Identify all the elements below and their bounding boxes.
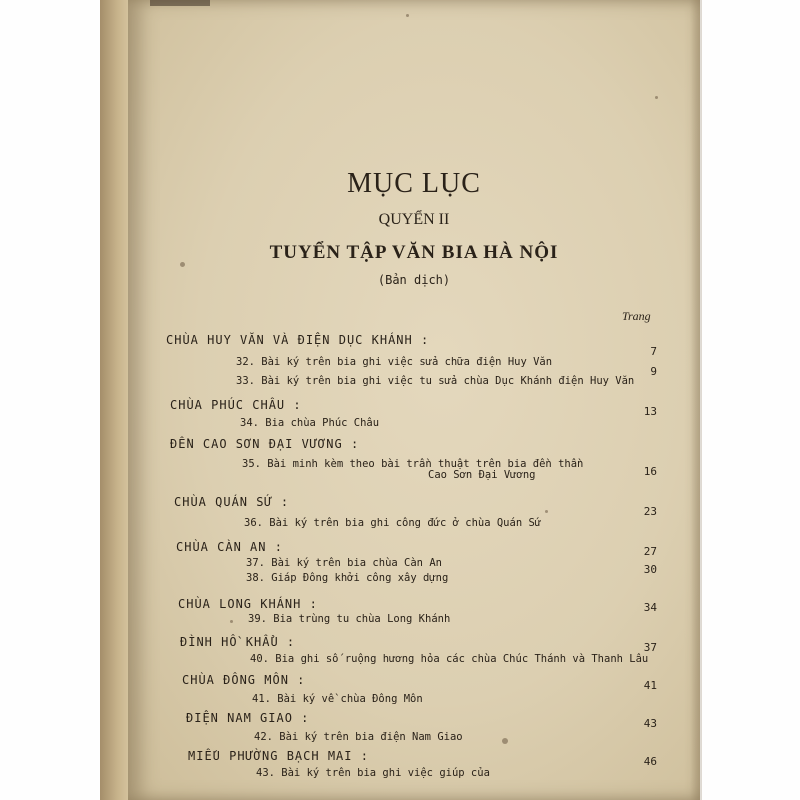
toc-page-number: 41 — [643, 679, 657, 692]
paper-speck — [406, 14, 409, 17]
toc-entry: 33. Bài ký trên bia ghi việc tu sửa chùa Dục Khánh điện Huy Văn — [236, 375, 635, 387]
toc-entry: 42. Bài ký trên bia điện Nam Giao — [254, 731, 463, 743]
section-heading: CHÙA CÀN AN : — [176, 540, 283, 554]
toc-entry: 38. Giáp Đông khởi công xây dựng — [246, 572, 449, 584]
book-spine — [100, 0, 130, 800]
toc-entry: 41. Bài ký về chùa Đông Môn — [252, 693, 423, 705]
toc-page-number: 34 — [643, 601, 657, 614]
toc-page-number: 9 — [650, 365, 657, 378]
toc-entry: 35. Bài minh kèm theo bài trần thuật trên bia đền thần — [242, 458, 584, 470]
section-heading: ĐÌNH HỒ KHẨU : — [180, 635, 296, 649]
translation-note: (Bản dịch) — [377, 273, 451, 287]
book-subtitle: TUYỂN TẬP VĂN BIA HÀ NỘI — [269, 242, 559, 263]
toc-page-number: 43 — [643, 717, 657, 730]
toc-entry: Cao Sơn Đại Vương — [428, 469, 536, 481]
section-heading: ĐỀN CAO SƠN ĐẠI VƯƠNG : — [170, 437, 360, 451]
section-heading: CHÙA ĐÔNG MÔN : — [182, 673, 306, 687]
section-heading: MIẾU PHƯỜNG BẠCH MAI : — [188, 749, 369, 763]
toc-entry: 43. Bài ký trên bia ghi việc giúp của — [256, 767, 490, 779]
toc-page-number: 13 — [643, 405, 657, 418]
toc-page-number: 23 — [643, 505, 657, 518]
toc-entry: 40. Bia ghi số ruộng hương hỏa các chùa Chúc Thánh và Thanh Lâu — [250, 653, 649, 665]
page-column-header: Trang — [622, 309, 651, 323]
page-title: MỤC LỤC — [347, 168, 481, 199]
paper-speck — [502, 738, 508, 744]
toc-entry: 32. Bài ký trên bia ghi việc sửa chữa điện Huy Văn — [236, 356, 553, 368]
section-heading: ĐIỆN NAM GIAO : — [186, 711, 310, 725]
paper-speck — [655, 96, 658, 99]
toc-entry: 34. Bia chùa Phúc Châu — [240, 417, 380, 429]
paper-speck — [230, 620, 233, 623]
section-heading: CHÙA LONG KHÁNH : — [178, 597, 318, 611]
toc-page-number: 30 — [643, 563, 657, 576]
toc-entry: 37. Bài ký trên bia chùa Càn An — [246, 557, 442, 569]
section-heading: CHÙA PHÚC CHÂU : — [170, 398, 302, 412]
toc-page-number: 27 — [643, 545, 657, 558]
volume-label: QUYỂN II — [378, 211, 450, 228]
toc-entry: 39. Bia trùng tu chùa Long Khánh — [248, 613, 451, 625]
toc-page-number: 37 — [643, 641, 657, 654]
paper-speck — [545, 510, 548, 513]
toc-page-number: 46 — [643, 755, 657, 768]
toc-entry: 36. Bài ký trên bia ghi công đức ở chùa Quán Sứ — [244, 517, 542, 529]
section-heading: CHÙA HUY VĂN VÀ ĐIỆN DỤC KHÁNH : — [166, 333, 430, 347]
toc-page-number: 16 — [643, 465, 657, 478]
toc-page-number: 7 — [650, 345, 657, 358]
section-heading: CHÙA QUÁN SỨ : — [174, 495, 290, 509]
page-edge-shadow — [690, 0, 702, 800]
top-ink-mark — [150, 0, 210, 6]
